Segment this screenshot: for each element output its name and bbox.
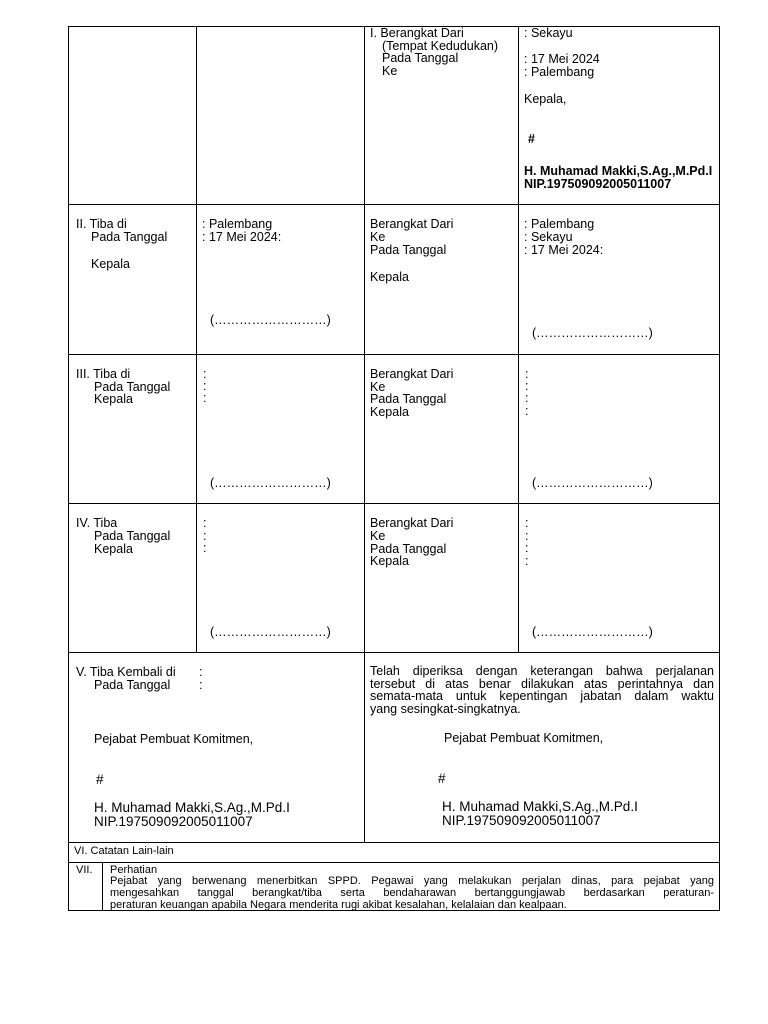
section1-nip: NIP.197509092005011007 <box>524 177 672 191</box>
section3-label-tiba: III. Tiba di <box>76 367 131 381</box>
section4-sig-left: (………………………) <box>210 625 331 639</box>
section3-rlabel-tanggal: Pada Tanggal <box>370 392 447 406</box>
section1-value-berangkat: : Sekayu <box>524 26 573 40</box>
section2-value-tiba: : Palembang <box>202 217 273 231</box>
section3-rcolon-1: : <box>525 367 529 381</box>
section5-right-hash: # <box>438 771 446 786</box>
section5-left-nip: NIP.197509092005011007 <box>94 814 253 829</box>
statement-line-2: tersebut di atas benar dilakukan atas perintahnya dan <box>370 676 714 691</box>
row-divider-3 <box>68 503 720 504</box>
row-divider-5 <box>68 842 720 843</box>
section4-colon-3: : <box>203 541 207 555</box>
section3-sig-left: (………………………) <box>210 476 331 490</box>
section3-rcolon-3: : <box>525 391 529 405</box>
section1-label-tempat: (Tempat Kedudukan) <box>382 39 499 53</box>
section4-label-kepala: Kepala <box>94 542 133 556</box>
section3-rcolon-4: : <box>525 404 529 418</box>
section3-label-kepala: Kepala <box>94 392 133 406</box>
section5-label-tanggal: Pada Tanggal <box>94 678 171 692</box>
notice-line-1: Pejabat yang berwenang menerbitkan SPPD. Pegawai yang melakukan perjalan dinas, para pejabat yang <box>110 875 714 887</box>
notice-line-3: peraturan keuangan apabila Negara menderita rugi akibat kesalahan, kelalaian dan kealpaan. <box>110 899 567 911</box>
section4-label-tanggal: Pada Tanggal <box>94 529 171 543</box>
section4-rlabel-tanggal: Pada Tanggal <box>370 542 447 556</box>
col-divider-2 <box>364 26 365 842</box>
section4-colon-1: : <box>203 516 207 530</box>
section2-rvalue-tanggal: : 17 Mei 2024: <box>524 243 604 257</box>
section1-label-berangkat: I. Berangkat Dari <box>370 26 464 40</box>
section5-left-role: Pejabat Pembuat Komitmen, <box>94 732 254 746</box>
section5-right-name: H. Muhamad Makki,S.Ag.,M.Pd.I <box>442 799 638 814</box>
section5-colon-1: : <box>199 665 203 679</box>
row-divider-6 <box>68 862 720 863</box>
statement-line-1: Telah diperiksa dengan keterangan bahwa perjalanan <box>370 664 714 678</box>
section3-rlabel-ke: Ke <box>370 380 386 394</box>
section3-rcolon-2: : <box>525 379 529 393</box>
section3-colon-2: : <box>203 379 207 393</box>
section7-title: Perhatian <box>110 864 158 876</box>
notice-line-2: mengesahkan tanggal berangkat/tiba serta bendaharawan bertanggungjawab berdasarkan peraturan- <box>110 887 714 899</box>
section1-value-tanggal: : 17 Mei 2024 <box>524 52 600 66</box>
section4-rlabel-kepala: Kepala <box>370 554 409 568</box>
section2-label-kepala: Kepala <box>91 257 130 271</box>
section7-number: VII. <box>76 864 93 876</box>
section2-rvalue-berangkat: : Palembang <box>524 217 595 231</box>
statement-line-3: semata-mata untuk kepentingan jabatan dalam waktu <box>370 689 714 703</box>
section2-rlabel-kepala: Kepala <box>370 270 409 284</box>
section5-left-hash: # <box>96 772 104 787</box>
row-divider-4 <box>68 652 720 653</box>
section4-sig-right: (………………………) <box>532 625 653 639</box>
section1-kepala: Kepala, <box>524 92 567 106</box>
section5-statement <box>370 665 714 715</box>
section7-notice <box>110 875 714 911</box>
row-divider-2 <box>68 354 720 355</box>
section4-rcolon-1: : <box>525 516 529 530</box>
section4-rcolon-4: : <box>525 554 529 568</box>
col-divider-vii <box>102 862 103 911</box>
table-border-right <box>719 26 720 911</box>
section6-catatan: VI. Catatan Lain-lain <box>74 845 174 857</box>
statement-line-4: yang sesingkat-singkatnya. <box>370 701 521 716</box>
row-divider-1 <box>68 204 720 205</box>
section1-hash: # <box>528 132 535 146</box>
section2-value-tanggal: : 17 Mei 2024: <box>202 230 282 244</box>
section3-label-tanggal: Pada Tanggal <box>94 380 171 394</box>
section1-label-tanggal: Pada Tanggal <box>382 51 459 65</box>
section1-value-ke: : Palembang <box>524 65 595 79</box>
section2-rlabel-ke: Ke <box>370 230 386 244</box>
section2-label-tanggal: Pada Tanggal <box>91 230 168 244</box>
col-divider-1 <box>196 26 197 652</box>
section3-colon-1: : <box>203 367 207 381</box>
section4-rlabel-berangkat: Berangkat Dari <box>370 516 454 530</box>
section3-colon-3: : <box>203 391 207 405</box>
section4-colon-2: : <box>203 529 207 543</box>
section4-label-tiba: IV. Tiba <box>76 516 118 530</box>
section2-sig-left: (………………………) <box>210 313 331 327</box>
section1-name: H. Muhamad Makki,S.Ag.,M.Pd.I <box>524 164 713 178</box>
section3-sig-right: (………………………) <box>532 476 653 490</box>
section2-rlabel-tanggal: Pada Tanggal <box>370 243 447 257</box>
section5-right-nip: NIP.197509092005011007 <box>442 813 601 828</box>
section1-label-ke: Ke <box>382 64 398 78</box>
section5-left-name: H. Muhamad Makki,S.Ag.,M.Pd.I <box>94 800 290 815</box>
section3-rlabel-kepala: Kepala <box>370 405 409 419</box>
section4-rlabel-ke: Ke <box>370 529 386 543</box>
section2-rvalue-ke: : Sekayu <box>524 230 573 244</box>
section2-sig-right: (………………………) <box>532 326 653 340</box>
section4-rcolon-2: : <box>525 529 529 543</box>
section5-label-tiba-kembali: V. Tiba Kembali di <box>76 665 176 679</box>
section5-right-role: Pejabat Pembuat Komitmen, <box>444 731 604 745</box>
section2-rlabel-berangkat: Berangkat Dari <box>370 217 454 231</box>
section4-rcolon-3: : <box>525 541 529 555</box>
col-divider-3 <box>518 26 519 652</box>
section2-label-tiba: II. Tiba di <box>76 217 127 231</box>
table-border-left <box>68 26 69 911</box>
section3-rlabel-berangkat: Berangkat Dari <box>370 367 454 381</box>
section5-colon-2: : <box>199 678 203 692</box>
